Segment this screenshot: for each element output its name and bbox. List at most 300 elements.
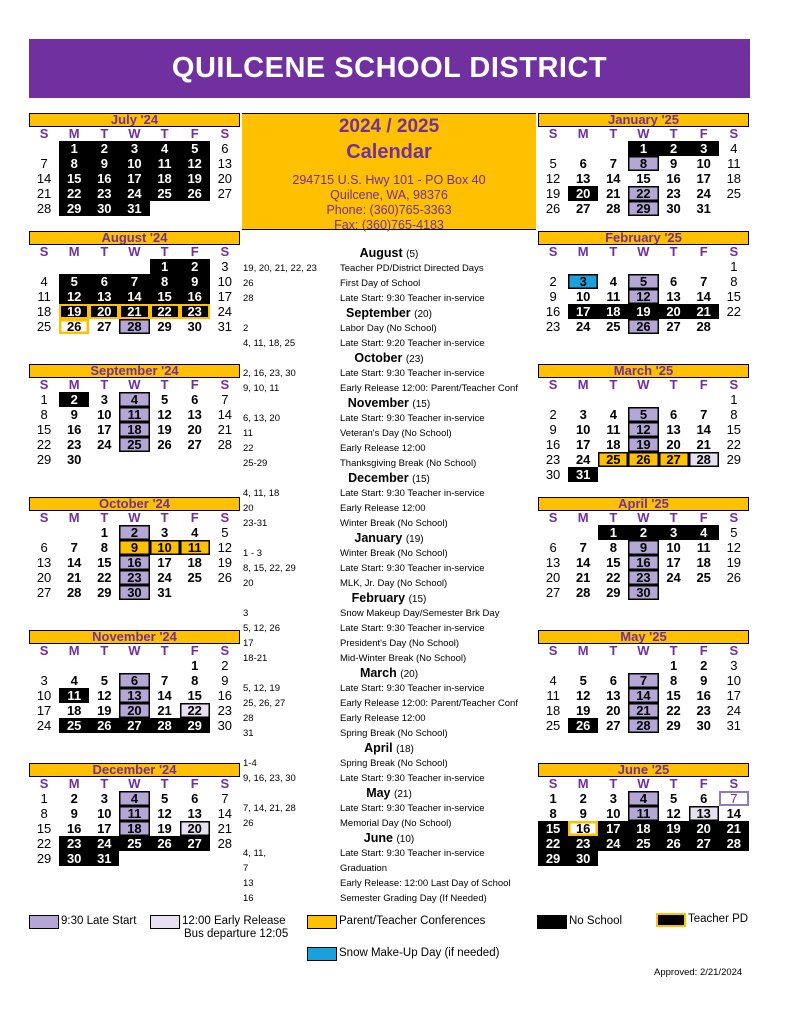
day-cell: 5 [628,274,658,289]
day-cell: 16 [666,171,681,186]
event-day-count: (18) [396,744,414,755]
day-cell: 6 [669,407,678,422]
day-cell: 5 [549,156,557,171]
day-cell: 8 [150,274,180,289]
day-grid [29,141,240,216]
weekday-row [538,511,749,525]
empty-cell [689,392,719,407]
day-cell: 25 [696,570,711,585]
weekday-label: S [729,776,739,791]
day-cell: 26 [545,201,561,216]
day-cell: 24 [598,836,628,851]
day-cell: 20 [36,570,52,585]
event-dates: 4, 11, [243,848,267,859]
day-cell: 22 [36,437,52,452]
day-cell: 30 [59,851,89,866]
day-cell: 25 [606,319,621,334]
event-description: Early Release 12:00: Parent/Teacher Conf [340,383,518,394]
day-cell: 1 [150,259,180,274]
empty-cell [568,658,598,673]
day-cell: 8 [609,540,617,555]
day-cell: 16 [66,422,82,437]
event-row [241,846,537,861]
event-month-heading [241,741,537,756]
day-cell: 21 [628,703,658,718]
day-cell: 15 [187,688,202,703]
day-cell: 29 [666,718,681,733]
day-cell: 1 [598,525,628,540]
event-row [241,621,537,636]
day-cell: 23 [180,304,210,319]
weekday-label: M [577,377,589,392]
event-dates: 5, 12, 26 [243,623,280,634]
day-cell: 28 [719,836,749,851]
event-description: Late Start: 9:30 Teacher in-service [340,563,485,574]
event-description: President's Day (No School) [340,638,460,649]
event-description: Late Start: 9:30 Teacher in-service [340,848,485,859]
day-cell: 21 [217,821,233,836]
day-cell: 4 [730,141,738,156]
day-cell: 15 [636,171,651,186]
district-title-banner [29,39,750,98]
day-cell: 19 [157,821,172,836]
event-description: Late Start: 9:30 Teacher in-service [340,368,485,379]
day-cell: 21 [689,304,719,319]
event-dates: 2, 16, 23, 30 [243,368,296,379]
event-description: Mid-Winter Break (No School) [340,653,467,664]
day-cell: 16 [119,555,149,570]
day-cell: 11 [628,806,658,821]
day-cell: 30 [217,718,233,733]
day-cell: 18 [696,555,711,570]
day-cell: 11 [180,540,210,555]
day-cell: 13 [36,555,52,570]
day-grid [538,791,749,866]
event-dates: 28 [243,293,254,304]
day-cell: 26 [217,570,233,585]
day-cell: 2 [59,392,89,407]
empty-cell [598,259,628,274]
day-cell: 2 [549,274,557,289]
weekday-label: S [729,244,739,259]
day-grid [538,392,749,482]
weekday-label: S [39,244,49,259]
empty-cell [659,259,689,274]
day-cell: 25 [59,718,89,733]
event-dates: 20 [243,578,254,589]
event-row [241,636,537,651]
day-cell: 14 [606,171,621,186]
weekday-label: F [190,510,199,525]
event-day-count: (20) [400,669,419,680]
event-row [241,411,537,426]
day-cell: 7 [70,540,78,555]
month-header: August '24 [29,231,240,245]
day-cell: 8 [191,673,199,688]
day-cell: 22 [666,703,681,718]
weekday-label: W [128,377,141,392]
weekday-label: S [39,126,49,141]
weekday-label: T [160,510,169,525]
day-cell: 27 [575,201,591,216]
teacher-pd-swatch [656,913,686,927]
event-month-name: November [347,396,409,410]
day-cell: 11 [119,806,149,821]
event-description: Winter Break (No School) [340,518,448,529]
month-april [538,497,749,600]
day-cell: 10 [217,274,233,289]
day-cell: 7 [719,791,749,806]
day-cell: 14 [628,688,658,703]
day-cell: 27 [97,319,112,334]
event-row [241,366,537,381]
day-cell: 1 [730,392,738,407]
month-header: March '25 [538,364,749,378]
event-dates: 25, 26, 27 [243,698,286,709]
event-dates: 7 [243,863,249,874]
day-cell: 18 [150,171,180,186]
day-cell: 2 [549,407,557,422]
weekday-label: F [190,244,199,259]
event-description: Graduation [340,863,388,874]
day-cell: 22 [36,836,52,851]
day-cell: 12 [666,806,681,821]
event-dates: 2 [243,323,249,334]
day-grid [29,392,240,467]
legend-early-release [150,915,288,940]
event-row [241,291,537,306]
empty-cell [628,658,658,673]
weekday-label: T [100,776,109,791]
day-cell: 18 [119,821,149,836]
empty-cell [659,392,689,407]
day-cell: 29 [538,851,568,866]
month-header: February '25 [538,231,749,245]
weekday-label: T [609,510,618,525]
legend-no-school [537,915,622,929]
empty-cell [538,141,568,156]
day-cell: 15 [726,289,742,304]
day-cell: 13 [689,806,719,821]
day-cell: 4 [549,673,557,688]
weekday-label: T [160,126,169,141]
day-cell: 24 [97,437,112,452]
event-dates: 9, 10, 11 [243,383,280,394]
event-description: First Day of School [340,278,421,289]
day-cell: 3 [100,791,108,806]
day-cell: 6 [191,392,199,407]
event-row [241,561,537,576]
day-cell: 22 [726,304,742,319]
day-cell: 31 [568,467,598,482]
city: Quilcene, WA, 98376 [330,188,448,202]
day-cell: 30 [89,201,119,216]
event-dates: 3 [243,608,249,619]
event-row [241,696,537,711]
day-cell: 11 [696,540,711,555]
day-cell: 10 [97,407,112,422]
snow-day-label: Snow Make-Up Day (if needed) [339,947,500,959]
day-cell: 19 [217,555,233,570]
weekday-label: M [68,643,80,658]
day-cell: 16 [628,555,658,570]
weekday-label: W [128,126,141,141]
weekday-label: S [729,377,739,392]
weekday-label: M [577,244,589,259]
weekday-label: T [160,776,169,791]
month-header: July '24 [29,113,240,127]
day-cell: 12 [575,688,591,703]
day-cell: 17 [97,821,112,836]
day-cell: 8 [730,407,738,422]
day-cell: 30 [628,585,658,600]
day-cell: 27 [606,718,621,733]
empty-cell [538,525,568,540]
event-description: Late Start: 9:20 Teacher in-service [340,338,485,349]
day-cell: 14 [36,171,52,186]
day-cell: 29 [59,201,89,216]
event-month-heading [241,471,537,486]
weekday-row [538,777,749,791]
day-cell: 3 [730,658,738,673]
day-cell: 22 [538,836,568,851]
event-row [241,711,537,726]
day-cell: 9 [579,806,587,821]
day-cell: 3 [659,525,689,540]
day-cell: 16 [180,289,210,304]
event-dates: 4, 11, 18 [243,488,280,499]
empty-cell [538,259,568,274]
weekday-label: M [577,776,589,791]
event-description: Early Release 12:00 [340,443,426,454]
day-cell: 27 [666,319,681,334]
weekday-label: S [39,377,49,392]
day-cell: 28 [217,437,233,452]
event-dates: 9, 16, 23, 30 [243,773,296,784]
day-cell: 9 [700,673,708,688]
day-cell: 26 [59,319,89,334]
weekday-label: M [68,776,80,791]
day-cell: 22 [59,186,89,201]
weekday-label: S [548,377,558,392]
day-cell: 29 [606,585,621,600]
event-month-name: February [351,591,406,605]
event-month-heading [241,246,537,261]
day-cell: 23 [545,452,561,467]
day-cell: 4 [628,791,658,806]
month-june [538,763,749,866]
event-row [241,801,537,816]
day-cell: 6 [89,274,119,289]
day-cell: 18 [119,422,149,437]
day-cell: 25 [119,836,149,851]
day-cell: 17 [217,289,233,304]
weekday-label: W [128,510,141,525]
day-cell: 14 [157,688,172,703]
weekday-label: F [699,377,708,392]
day-cell: 6 [579,156,587,171]
day-cell: 27 [545,585,561,600]
day-cell: 1 [40,392,48,407]
day-cell: 26 [659,836,689,851]
day-cell: 3 [119,141,149,156]
no-school-label: No School [569,915,623,927]
day-cell: 29 [36,851,52,866]
event-description: Late Start: 9:30 Teacher in-service [340,623,485,634]
day-cell: 17 [598,821,628,836]
day-cell: 19 [157,422,172,437]
day-cell: 30 [66,452,82,467]
weekday-label: S [220,643,230,658]
month-february [538,231,749,334]
weekday-label: F [699,510,708,525]
day-cell: 5 [160,791,169,806]
day-cell: 30 [666,201,681,216]
day-cell: 21 [119,304,149,319]
day-cell: 17 [696,171,711,186]
day-cell: 19 [726,555,742,570]
weekday-label: M [68,244,80,259]
day-cell: 1 [730,259,738,274]
day-cell: 20 [545,570,561,585]
day-cell: 8 [669,673,678,688]
day-cell: 8 [40,806,48,821]
event-row [241,486,537,501]
district-title: QUILCENE SCHOOL DISTRICT [171,52,608,84]
empty-cell [598,658,628,673]
event-description: Early Release 12:00 [340,713,426,724]
day-cell: 17 [157,555,172,570]
event-dates: 17 [243,638,254,649]
weekday-label: W [637,244,650,259]
day-cell: 1 [40,791,48,806]
event-month-name: May [366,786,391,800]
day-cell: 4 [150,141,180,156]
day-cell: 19 [97,703,112,718]
weekday-label: S [548,126,558,141]
event-day-count: (15) [408,594,427,605]
day-cell: 20 [89,304,119,319]
event-description: Winter Break (No School) [340,548,448,559]
day-cell: 11 [150,156,180,171]
day-cell: 2 [221,658,229,673]
event-row [241,861,537,876]
weekday-label: T [160,643,169,658]
day-cell: 31 [726,718,742,733]
event-day-count: (5) [406,249,419,260]
day-cell: 4 [119,791,149,806]
day-cell: 6 [191,791,199,806]
weekday-label: S [39,510,49,525]
day-cell: 31 [119,201,149,216]
day-cell: 28 [689,452,719,467]
day-cell: 10 [36,688,52,703]
empty-cell [150,658,180,673]
event-row [241,681,537,696]
day-cell: 19 [628,437,658,452]
day-cell: 15 [606,555,621,570]
weekday-row [538,245,749,259]
calendar-info-box [242,113,536,230]
day-cell: 22 [726,437,742,452]
day-cell: 18 [606,437,621,452]
weekday-label: S [39,776,49,791]
day-cell: 28 [217,836,233,851]
event-dates: 8, 15, 22, 29 [243,563,296,574]
day-cell: 18 [628,821,658,836]
month-november [29,630,240,733]
day-cell: 16 [545,437,561,452]
event-description: Early Release 12:00 [340,503,426,514]
event-row [241,771,537,786]
event-list [241,246,537,906]
day-cell: 24 [217,304,233,319]
event-dates: 1 - 3 [243,548,263,559]
event-row [241,816,537,831]
day-cell: 17 [36,703,52,718]
weekday-label: M [68,126,80,141]
event-row [241,441,537,456]
weekday-label: T [100,244,109,259]
weekday-label: T [669,244,678,259]
weekday-label: F [699,244,708,259]
event-description: Semester Grading Day (If Needed) [340,893,487,904]
no-school-swatch [537,915,567,929]
event-row [241,606,537,621]
month-header: November '24 [29,630,240,644]
weekday-label: S [220,377,230,392]
day-cell: 10 [575,289,591,304]
day-cell: 13 [545,555,561,570]
day-cell: 11 [727,156,741,171]
day-cell: 30 [187,319,202,334]
weekday-label: F [190,377,199,392]
event-month-name: June [363,831,393,845]
day-cell: 2 [89,141,119,156]
day-cell: 13 [575,171,591,186]
day-cell: 1 [549,791,557,806]
day-cell: 29 [97,585,112,600]
event-row [241,546,537,561]
empty-cell [29,525,59,540]
day-cell: 9 [70,407,78,422]
day-cell: 3 [100,392,108,407]
day-cell: 13 [217,156,233,171]
day-cell: 22 [97,570,112,585]
weekday-label: F [699,776,708,791]
weekday-label: F [699,643,708,658]
day-cell: 6 [221,141,229,156]
weekday-row [29,777,240,791]
late-start-label: 9:30 Late Start [61,915,137,927]
day-cell: 23 [696,703,711,718]
day-cell: 1 [191,658,199,673]
day-cell: 12 [726,540,742,555]
month-august [29,231,240,334]
day-grid [29,658,240,733]
day-grid [538,525,749,600]
day-cell: 21 [719,821,749,836]
weekday-label: T [100,510,109,525]
event-month-heading [241,531,537,546]
day-cell: 13 [666,422,681,437]
day-cell: 25 [119,437,149,452]
day-cell: 1 [100,525,108,540]
day-cell: 8 [59,156,89,171]
day-cell: 24 [696,186,711,201]
day-cell: 10 [606,806,621,821]
event-row [241,261,537,276]
